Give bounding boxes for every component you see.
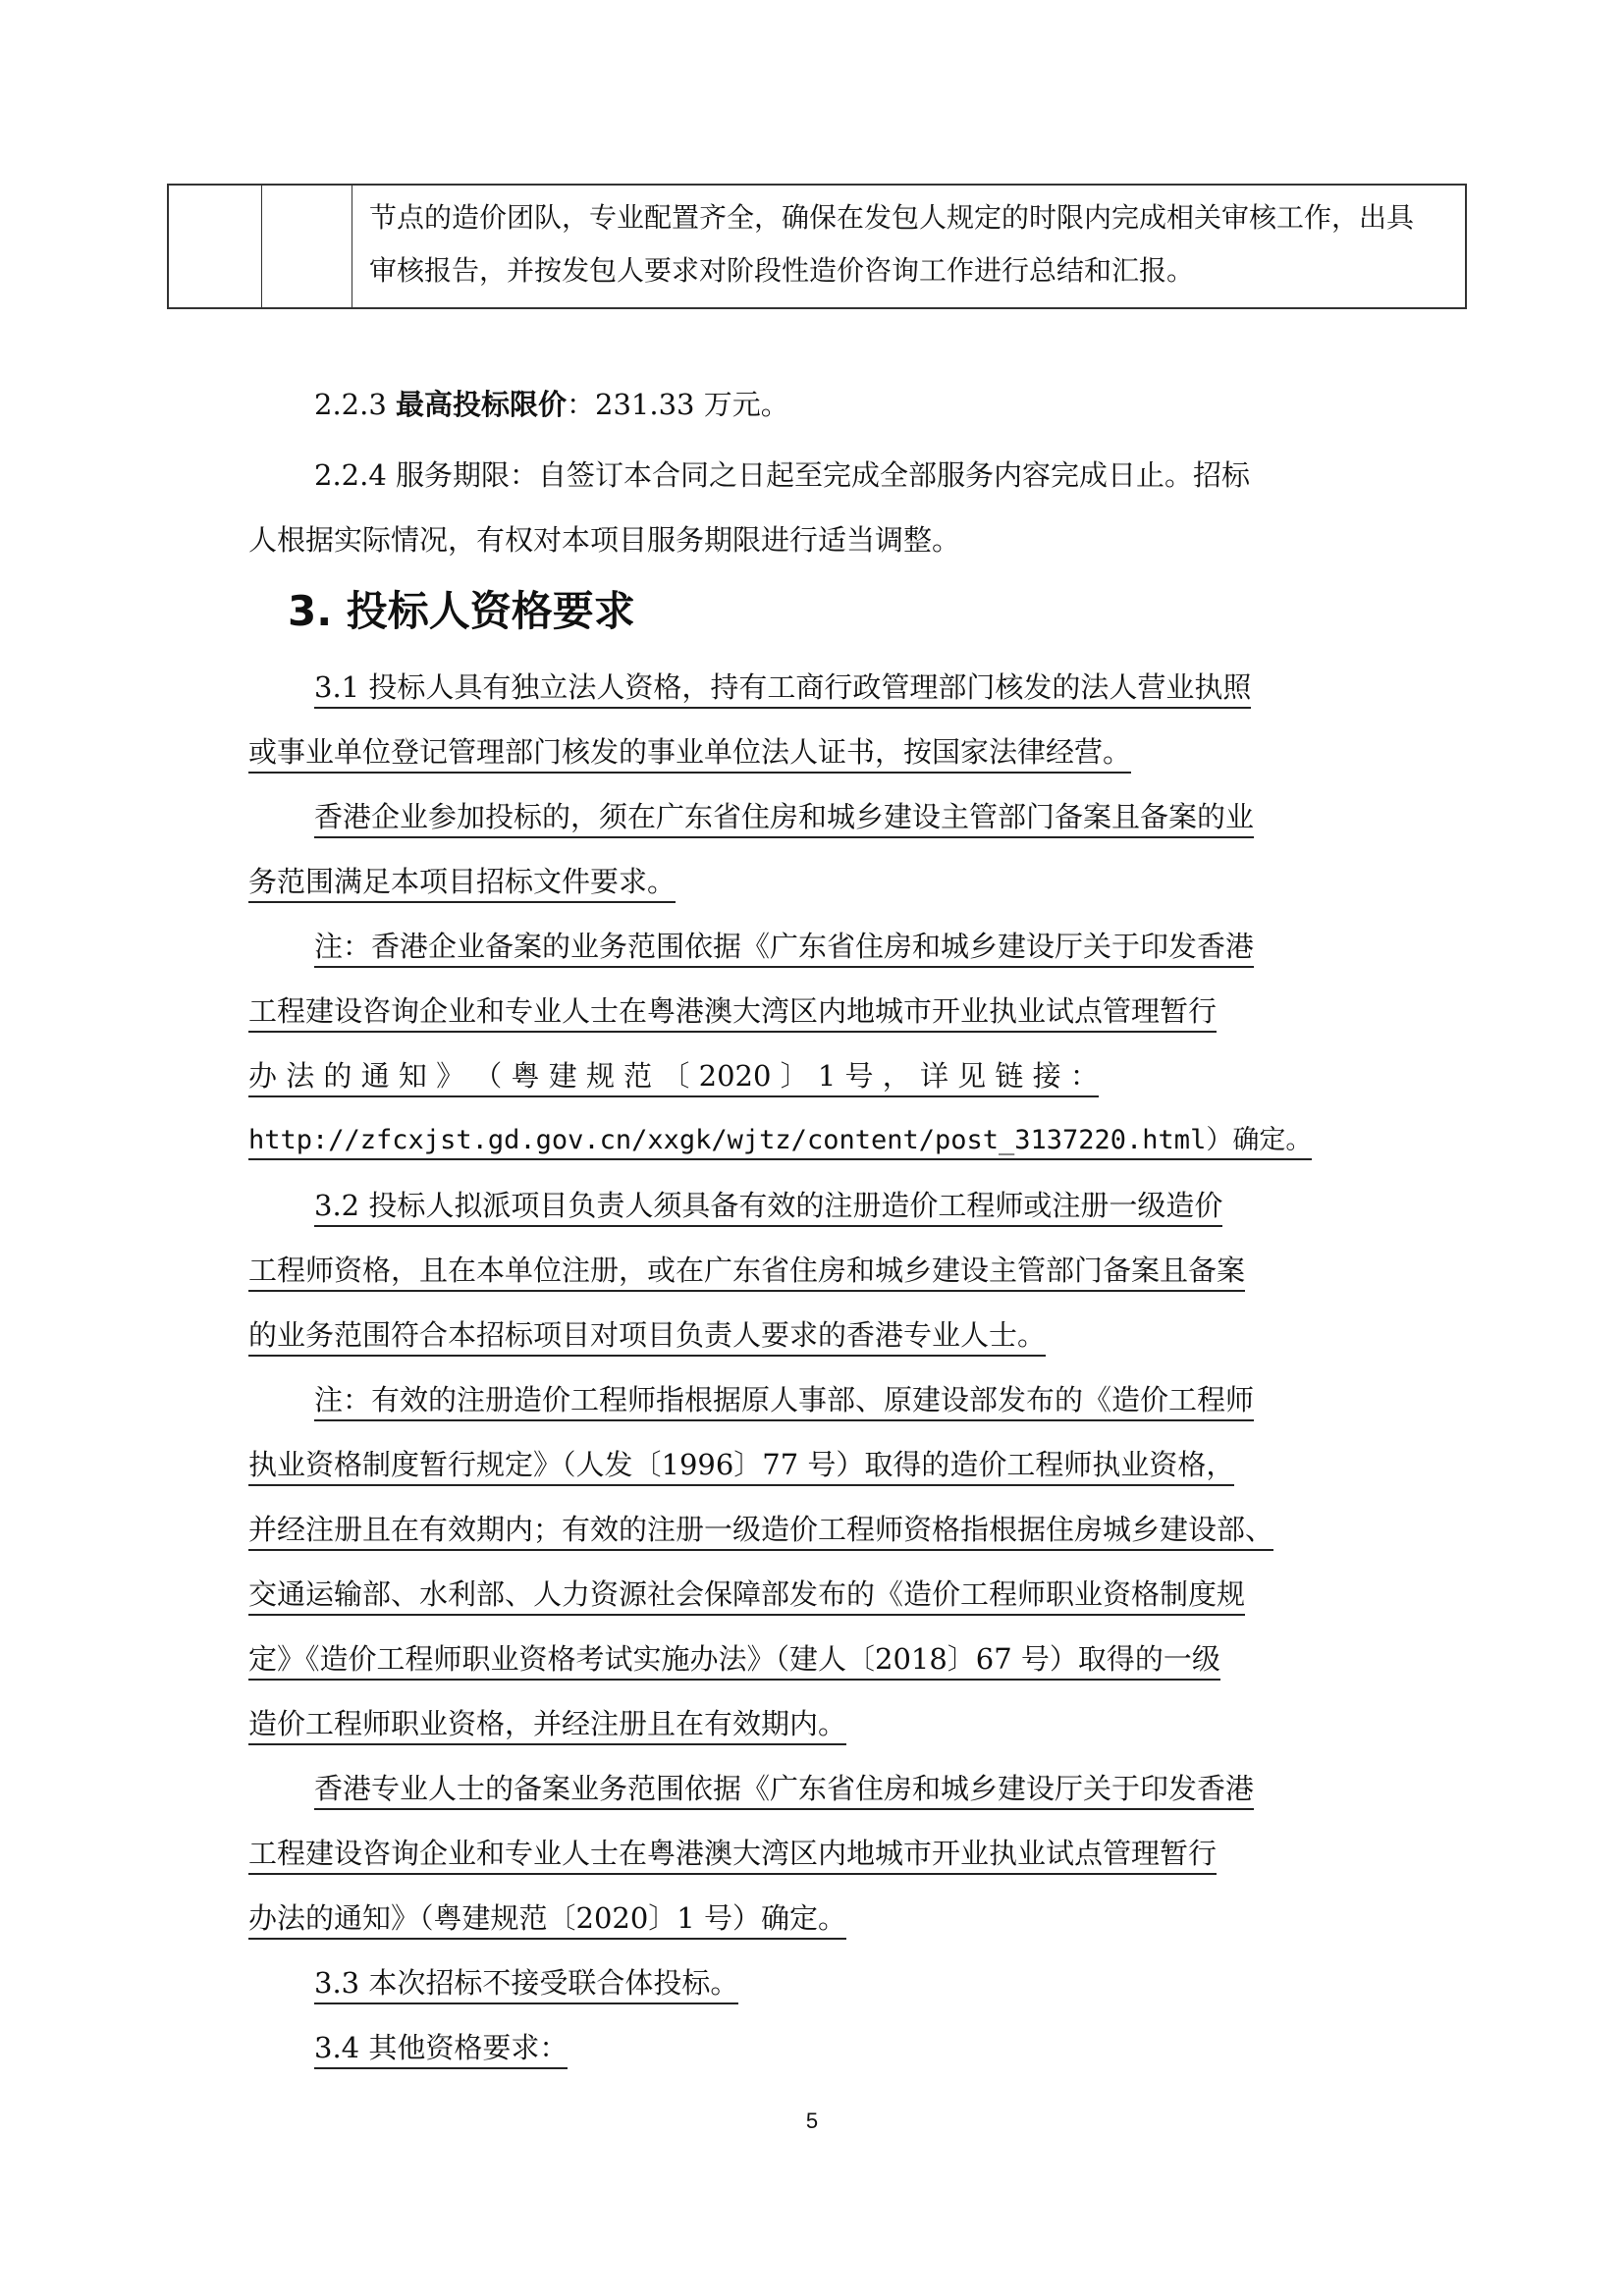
max-bid-value: ：231.33 万元。 <box>567 388 789 421</box>
table-cell-content <box>353 186 1465 307</box>
note-2-line: 交通运输部、水利部、人力资源社会保障部发布的《造价工程师职业资格制度规 <box>248 1577 1245 1616</box>
note-1-url-line[interactable]: http://zfcxjst.gd.gov.cn/xxgk/wjtz/content/post_3137220.html）确定。 <box>248 1125 1312 1160</box>
table-cell-empty-1 <box>169 186 262 307</box>
paragraph-3-2-line: 工程师资格，且在本单位注册，或在广东省住房和城乡建设主管部门备案且备案 <box>248 1254 1245 1292</box>
paragraph-2-2-4-line: 2.2.4 服务期限：自签订本合同之日起至完成全部服务内容完成日止。招标 <box>314 458 1251 492</box>
clause-number: 2.2.3 <box>314 388 397 421</box>
note-1-line: 工程建设咨询企业和专业人士在粤港澳大湾区内地城市开业执业试点管理暂行 <box>248 994 1217 1033</box>
paragraph-3-1-line: 或事业单位登记管理部门核发的事业单位法人证书，按国家法律经营。 <box>248 735 1131 774</box>
note-2-line: 执业资格制度暂行规定》（人发〔1996〕77 号）取得的造价工程师执业资格， <box>248 1448 1234 1486</box>
hk-enterprise-line: 务范围满足本项目招标文件要求。 <box>248 865 676 903</box>
note-2-line: 定》《造价工程师职业资格考试实施办法》（建人〔2018〕67 号）取得的一级 <box>248 1642 1220 1681</box>
max-bid-label: 最高投标限价 <box>396 388 568 421</box>
paragraph-3-1-line: 3.1 投标人具有独立法人资格，持有工商行政管理部门核发的法人营业执照 <box>314 670 1251 709</box>
hk-professional-line: 工程建设咨询企业和专业人士在粤港澳大湾区内地城市开业执业试点管理暂行 <box>248 1837 1217 1875</box>
note-1-line: 注：香港企业备案的业务范围依据《广东省住房和城乡建设厅关于印发香港 <box>314 930 1254 968</box>
table-fragment <box>167 184 1467 309</box>
paragraph-3-4: 3.4 其他资格要求： <box>314 2031 568 2069</box>
paragraph-3-3: 3.3 本次招标不接受联合体投标。 <box>314 1966 738 2004</box>
paragraph-2-2-3 <box>314 385 789 424</box>
section-heading: 3. 投标人资格要求 <box>288 587 635 635</box>
hk-professional-line: 香港专业人士的备案业务范围依据《广东省住房和城乡建设厅关于印发香港 <box>314 1772 1254 1810</box>
table-line: 节点的造价团队，专业配置齐全，确保在发包人规定的时限内完成相关审核工作，出具 <box>369 201 1415 234</box>
table-cell-empty-2 <box>261 186 352 307</box>
table-line: 审核报告，并按发包人要求对阶段性造价咨询工作进行总结和汇报。 <box>369 254 1195 287</box>
note-2-line: 并经注册且在有效期内；有效的注册一级造价工程师资格指根据住房城乡建设部、 <box>248 1513 1273 1551</box>
page-number: 5 <box>805 2109 819 2133</box>
paragraph-2-2-4-line: 人根据实际情况，有权对本项目服务期限进行适当调整。 <box>248 523 961 557</box>
paragraph-3-2-line: 3.2 投标人拟派项目负责人须具备有效的注册造价工程师或注册一级造价 <box>314 1189 1222 1227</box>
note-1-line: 办 法 的 通 知 》 （ 粤 建 规 范 〔 2020 〕 1 号 ， 详 见 链 接 ： <box>248 1059 1099 1097</box>
note-2-line: 造价工程师职业资格，并经注册且在有效期内。 <box>248 1707 846 1745</box>
hk-enterprise-line: 香港企业参加投标的，须在广东省住房和城乡建设主管部门备案且备案的业 <box>314 800 1254 838</box>
paragraph-3-2-line: 的业务范围符合本招标项目对项目负责人要求的香港专业人士。 <box>248 1318 1046 1357</box>
note-2-line: 注：有效的注册造价工程师指根据原人事部、原建设部发布的《造价工程师 <box>314 1383 1254 1421</box>
hk-professional-line: 办法的通知》（粤建规范〔2020〕1 号）确定。 <box>248 1901 846 1940</box>
